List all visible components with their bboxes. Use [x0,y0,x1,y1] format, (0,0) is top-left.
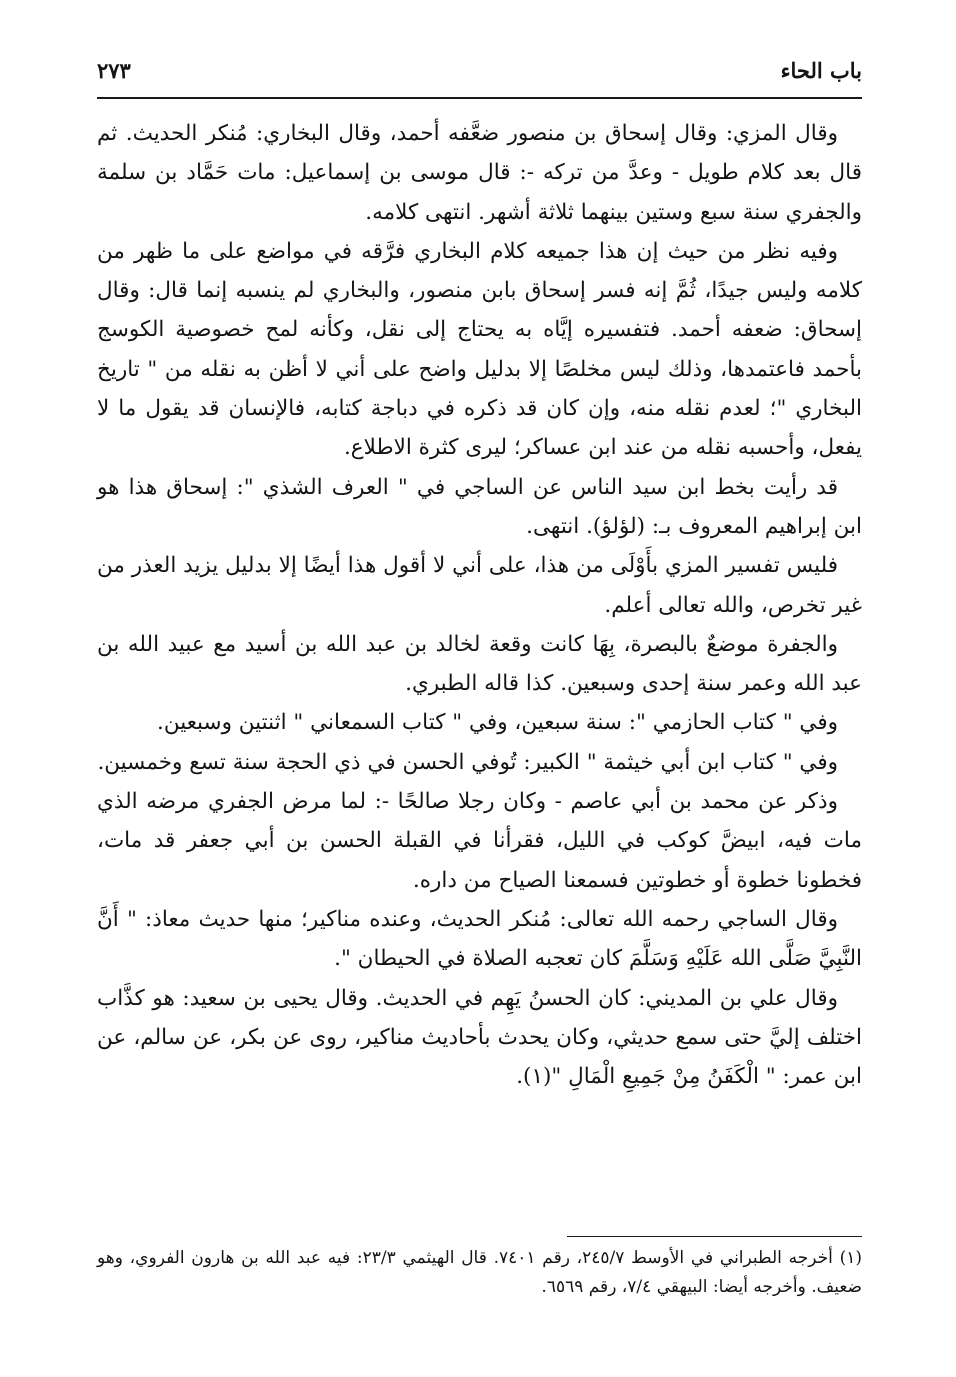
paragraph-1: وقال المزي: وقال إسحاق بن منصور ضعَّفه أحمد، وقال البخاري: مُنكر الحديث. ثم قال بعد كلام طويل - وعدَّ من تركه -: قال موسى بن إسماعيل: مات حَمَّاد بن سلمة والجفري سنة سبع وستين بينهما ثلاثة أشهر. انتهى كلامه. [97,121,862,225]
footnote-rule [567,1236,862,1237]
footnote: (١) أخرجه الطبراني في الأوسط ٢٤٥/٧، رقم ٧٤٠١. قال الهيثمي ٢٣/٣: فيه عبد الله بن هارون الفروي، وهو ضعيف. وأخرجه أيضا: البيهقي ٧/٤، رقم ٦٥٦٩. [97,1248,862,1297]
section-title: باب الحاء [780,58,862,83]
paragraph-3: قد رأيت بخط ابن سيد الناس عن الساجي في " العرف الشذي ": إسحاق هذا هو ابن إبراهيم المعروف بـ: (لؤلؤ). انتهى. [97,474,862,539]
paragraph-7: وفي " كتاب ابن أبي خيثمة " الكبير: تُوفي الحسن في ذي الحجة سنة تسع وخمسين. [97,749,838,775]
main-text [97,114,862,1096]
paragraph-4: فليس تفسير المزي بأَوْلَى من هذا، على أني لا أقول هذا أيضًا إلا بدليل يزيد العذر من غير تخرص، والله تعالى أعلم. [97,553,862,618]
paragraph-5: والجفرة موضعٌ بالبصرة، بِهَا كانت وقعة لخالد بن عبد الله بن أسيد مع عبيد الله بن عبد الله وعمر سنة إحدى وسبعين. كذا قاله الطبري. [97,631,862,697]
paragraph-6: وفي " كتاب الحازمي ": سنة سبعين، وفي " كتاب السمعاني " اثنتين وسبعين. [157,710,838,736]
running-header [97,54,862,100]
header-rule [97,97,862,99]
paragraph-8: وذكر عن محمد بن أبي عاصم - وكان رجلا صالحًا -: لما مرض الجفري مرضه الذي مات فيه، ابيضَّ كوكب في الليل، فقرأنا في القبلة الحسن بن أبي جعفر قد مات، فخطونا خطوة أو خطوتين فسمعنا الصياح من داره. [97,789,862,893]
paragraph-10: وقال علي بن المديني: كان الحسنُ يَهِم في الحديث. وقال يحيى بن سعيد: هو كذَّاب اختلف إليَّ حتى سمع حديثي، وكان يحدث بأحاديث مناكير، روى عن بكر، عن سالم، عن ابن عمر: " الْكَفَنُ مِنْ جَمِيعِ الْمَالِ "(١). [97,985,862,1090]
paragraph-9: وقال الساجي رحمه الله تعالى: مُنكر الحديث، وعنده مناكير؛ منها حديث معاذ: " أَنَّ النَّبِيَّ صَلَّى الله عَلَيْهِ وَسَلَّمَ كان تعجبه الصلاة في الحيطان ". [97,906,862,972]
page-number: ٢٧٣ [97,58,131,83]
paragraph-2: وفيه نظر من حيث إن هذا جميعه كلام البخاري فرَّقه في مواضع على ما ظهر من كلامه وليس جيدًا، ثُمَّ إنه فسر إسحاق بابن منصور، والبخاري لم ينسبه إنما قال: وقال إسحاق: ضعفه أحمد. فتفسيره إيَّاه به يحتاج إلى نقل، وكأنه لمح خصوصية الكوسج بأحمد فاعتمدها، وذلك ليس مخلصًا إلا بدليل واضح على أني لا أظن به نقله من " تاريخ البخاري "؛ لعدم نقله منه، وإن كان قد ذكره في دباجة كتابه، فالإنسان قد يقول ما لا يفعل، وأحسبه نقله من عند ابن عساكر؛ ليرى كثرة الاطلاع. [97,238,862,461]
